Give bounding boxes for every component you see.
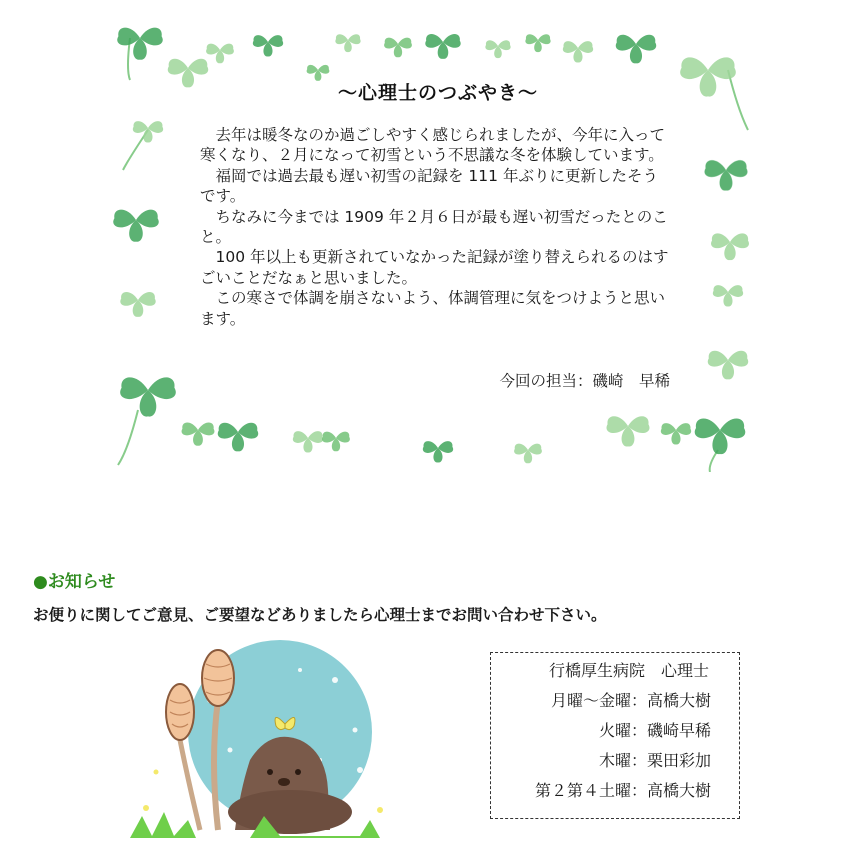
column-title: ～心理士のつぶやき～	[337, 82, 538, 104]
paragraph: 去年は暖冬なのか過ごしやすく感じられましたが、今年に入って寒くなり、２月になって初雪という不思議な冬を体験しています。	[200, 126, 666, 165]
paragraph: この寒さで体調を崩さないよう、体調管理に気をつけようと思います。	[200, 289, 666, 328]
paragraph: ちなみに今までは 1909 年２月６日が最も遅い初雪だったとのこと。	[200, 207, 668, 247]
paragraph: 100 年以上も更新されていなかった記録が塗り替えられるのはすごいことだなぁと思いました。	[200, 248, 669, 287]
column-body	[200, 125, 670, 329]
contact-box	[490, 652, 740, 819]
mole-illustration	[130, 640, 390, 844]
column-author: 今回の担当：磯崎 早稀	[499, 372, 670, 390]
mole-with-mushrooms-icon	[130, 640, 390, 840]
contact-line: 火曜：磯崎早稀	[598, 721, 711, 740]
paragraph: 福岡では過去最も遅い初雪の記録を 111 年ぶりに更新したそうです。	[200, 166, 658, 206]
contact-line: 木曜：栗田彩加	[598, 751, 711, 770]
contact-line: 月曜～金曜：高橋大樹	[550, 691, 711, 710]
notice-text: お便りに関してご意見、ご要望などありましたら心理士までお問い合わせ下さい。	[33, 606, 607, 624]
notice-heading: ●お知らせ	[33, 572, 116, 592]
contact-line: 行橋厚生病院 心理士	[548, 661, 709, 680]
contact-line: 第２第４土曜：高橋大樹	[534, 781, 711, 800]
